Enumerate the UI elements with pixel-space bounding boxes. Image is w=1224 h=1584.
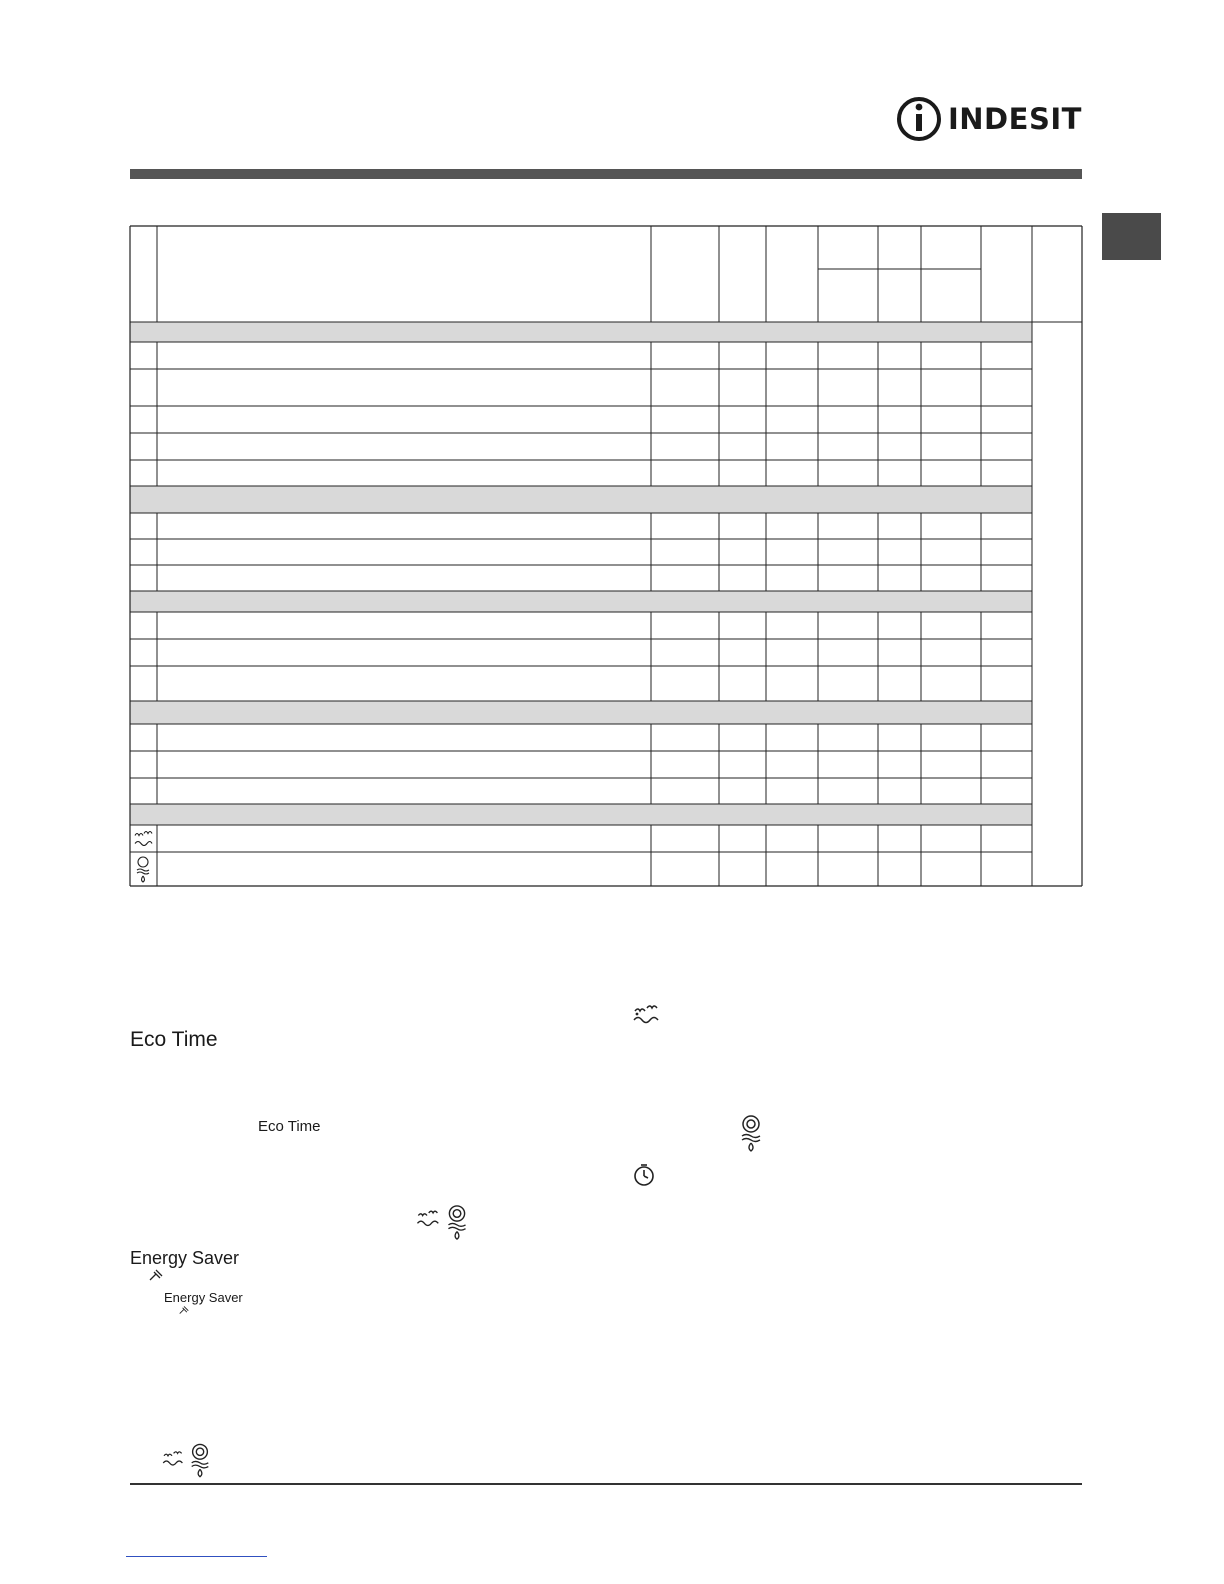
stain-removal-icon bbox=[414, 1206, 440, 1232]
footer-link-underline[interactable] bbox=[126, 1556, 267, 1557]
rinse-drop-icon bbox=[137, 857, 149, 882]
rinse-drop-icon bbox=[188, 1442, 212, 1480]
timer-icon bbox=[632, 1162, 656, 1188]
stain-removal-icon bbox=[160, 1446, 184, 1472]
stain-removal-icon bbox=[135, 832, 152, 846]
brand-name: INDESIT bbox=[948, 102, 1082, 136]
plug-icon bbox=[178, 1305, 190, 1315]
rinse-drop-icon bbox=[738, 1114, 764, 1154]
rinse-drop-icon bbox=[444, 1204, 470, 1242]
energy-saver-small-label: Energy Saver bbox=[164, 1290, 243, 1305]
energy-saver-label: Energy Saver bbox=[130, 1248, 240, 1268]
stain-removal-icon bbox=[630, 1000, 660, 1030]
section-header-row bbox=[130, 591, 1032, 612]
ecotime-small-label: Eco Time bbox=[258, 1118, 321, 1135]
section-header-row bbox=[130, 701, 1032, 724]
plug-icon bbox=[148, 1268, 164, 1282]
ecotime-label: Eco Time bbox=[130, 1028, 218, 1051]
footer-rule bbox=[130, 1483, 1082, 1485]
section-header-row bbox=[130, 322, 1032, 342]
section-header-row bbox=[130, 486, 1032, 513]
section-header-row bbox=[130, 804, 1032, 825]
